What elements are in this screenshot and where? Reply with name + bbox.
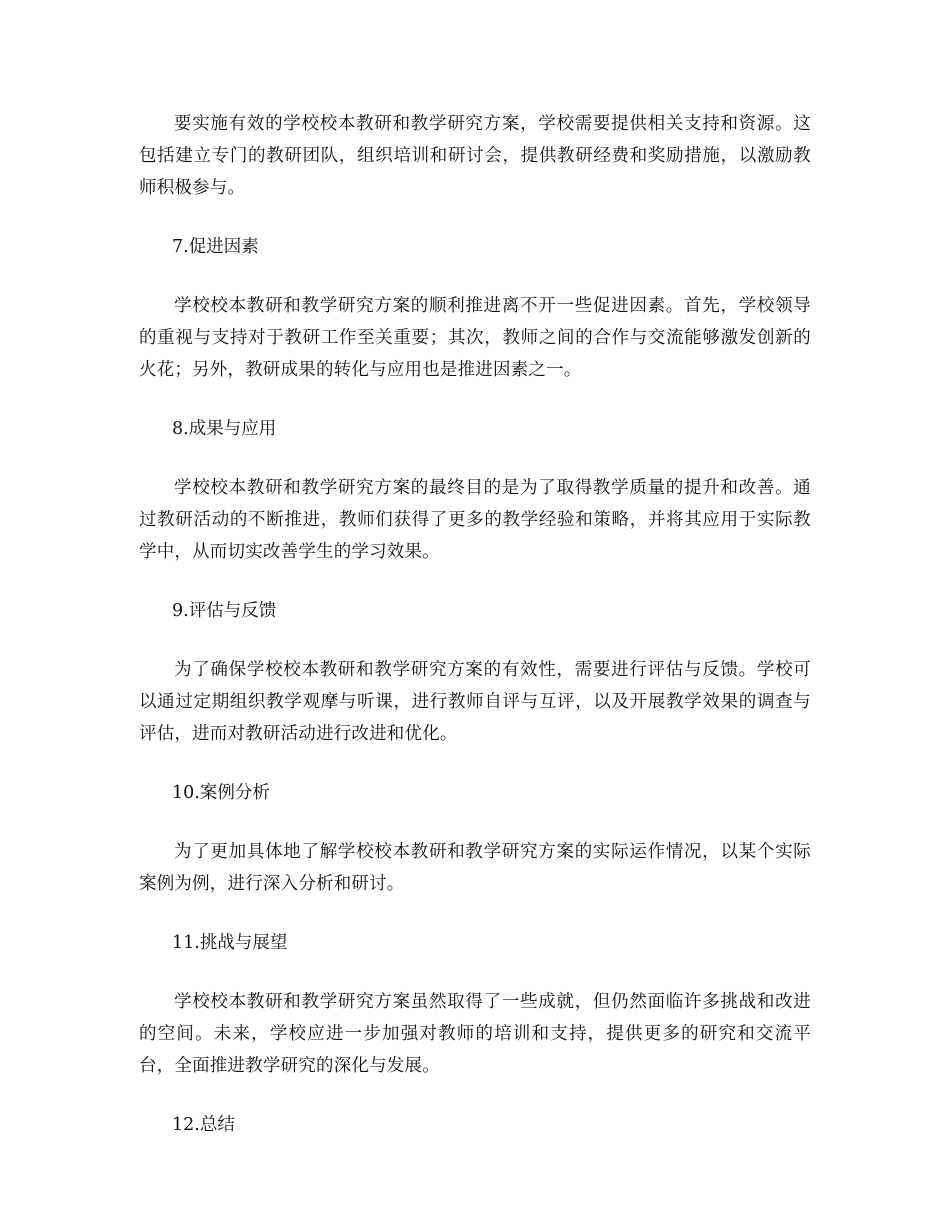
- heading-evaluation-feedback: 9.评估与反馈: [172, 601, 277, 621]
- paragraph-case-analysis: 为了更加具体地了解学校校本教研和教学研究方案的实际运作情况，以某个实际案例为例，进行深入分析和研讨。: [139, 842, 811, 894]
- paragraph-results-application: 学校校本教研和教学研究方案的最终目的是为了取得教学质量的提升和改善。通过教研活动的不断推进，教师们获得了更多的教学经验和策略，并将其应用于实际教学中，从而切实改善学生的学习效果。: [139, 478, 811, 562]
- heading-summary: 12.总结: [172, 1115, 235, 1135]
- heading-case-analysis: 10.案例分析: [172, 783, 270, 803]
- paragraph-promoting-factors: 学校校本教研和教学研究方案的顺利推进离不开一些促进因素。首先，学校领导的重视与支持对于教研工作至关重要；其次，教师之间的合作与交流能够激发创新的火花；另外，教研成果的转化与应用也是推进因素之一。: [139, 296, 811, 380]
- document-body: [139, 108, 811, 1141]
- paragraph-support-resources: 要实施有效的学校校本教研和教学研究方案，学校需要提供相关支持和资源。这包括建立专门的教研团队，组织培训和研讨会，提供教研经费和奖励措施，以激励教师积极参与。: [139, 114, 811, 198]
- heading-results-application: 8.成果与应用: [172, 419, 277, 439]
- paragraph-challenges-outlook: 学校校本教研和教学研究方案虽然取得了一些成就，但仍然面临许多挑战和改进的空间。未来，学校应进一步加强对教师的培训和支持，提供更多的研究和交流平台，全面推进教学研究的深化与发展。: [139, 992, 811, 1076]
- paragraph-evaluation-feedback: 为了确保学校校本教研和教学研究方案的有效性，需要进行评估与反馈。学校可以通过定期组织教学观摩与听课，进行教师自评与互评，以及开展教学效果的调查与评估，进而对教研活动进行改进和优化。: [139, 660, 811, 744]
- heading-promoting-factors: 7.促进因素: [172, 237, 259, 257]
- heading-challenges-outlook: 11.挑战与展望: [172, 933, 288, 953]
